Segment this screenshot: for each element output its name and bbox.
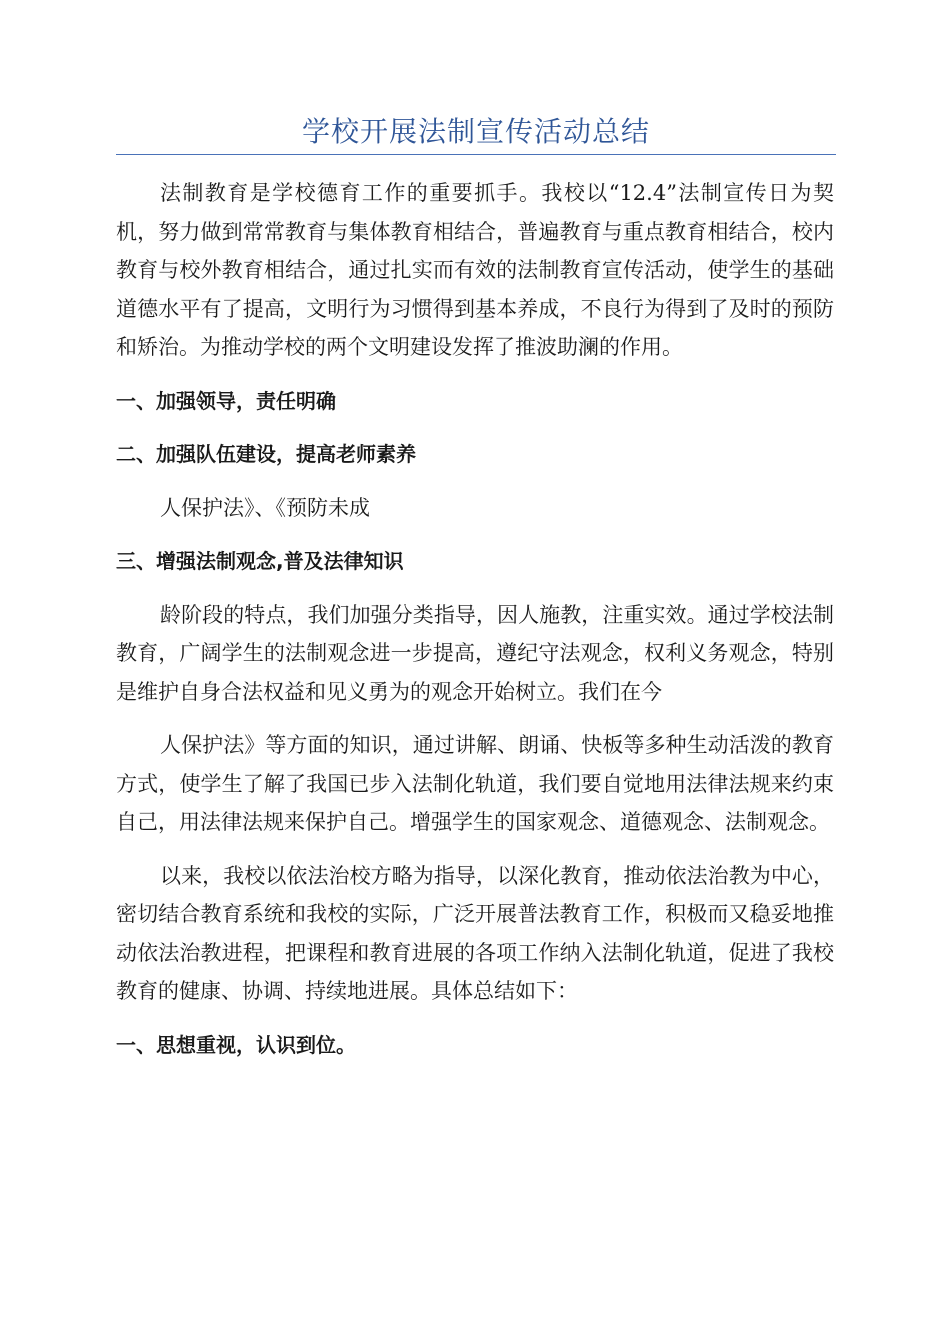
body-paragraph: 以来，我校以依法治校方略为指导，以深化教育，推动依法治教为中心，密切结合教育系统和我校的实际，广泛开展普法教育工作，积极而又稳妥地推动依法治教进程，把课程和教育进展的各项工作纳入法制化轨道，促进了我校教育的健康、协调、持续地进展。具体总结如下： [116, 863, 834, 1003]
title-underline [116, 154, 836, 155]
section-heading-4: 一、思想重视，认识到位。 [116, 1032, 356, 1057]
body-paragraph: 龄阶段的特点，我们加强分类指导，因人施教，注重实效。通过学校法制教育，广阔学生的法制观念进一步提高，遵纪守法观念，权利义务观念，特别是维护自身合法权益和见义勇为的观念开始树立。我们在今 [116, 602, 834, 704]
document-body [116, 174, 834, 1064]
section-heading-3: 三、增强法制观念,普及法律知识 [116, 549, 404, 573]
intro-paragraph: 法制教育是学校德育工作的重要抓手。我校以“12.4”法制宣传日为契机，努力做到常常教育与集体教育相结合，普遍教育与重点教育相结合，校内教育与校外教育相结合，通过扎实而有效的法制教育宣传活动，使学生的基础道德水平有了提高，文明行为习惯得到基本养成，不良行为得到了及时的预防和矫治。为推动学校的两个文明建设发挥了推波助澜的作用。 [116, 181, 834, 359]
fragment-paragraph: 人保护法》、《预防未成 [160, 495, 370, 520]
document-title: 学校开展法制宣传活动总结 [301, 115, 650, 148]
body-paragraph: 人保护法》等方面的知识，通过讲解、朗诵、快板等多种生动活泼的教育方式，使学生了解了我国已步入法制化轨道，我们要自觉地用法律法规来约束自己，用法律法规来保护自己。增强学生的国家观念、道德观念、法制观念。 [116, 733, 834, 834]
section-heading-1: 一、加强领导，责任明确 [116, 388, 336, 413]
section-heading-2: 二、加强队伍建设，提高老师素养 [116, 442, 416, 466]
